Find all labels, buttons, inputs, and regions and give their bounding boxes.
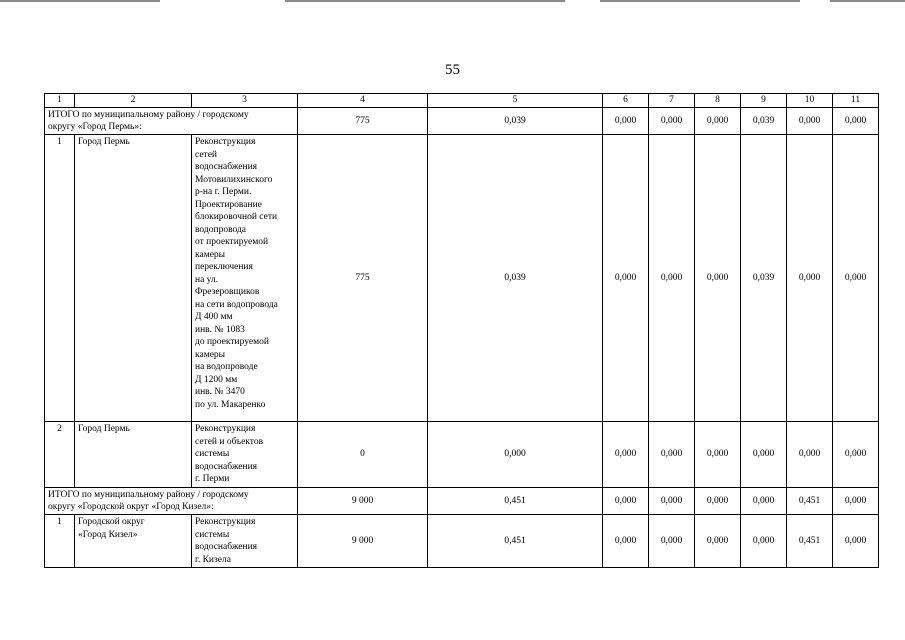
value-cell: 0,000 xyxy=(603,488,649,515)
value-cell: 0,000 xyxy=(649,135,695,422)
value-cell: 0,039 xyxy=(741,135,787,422)
total-row xyxy=(45,488,879,515)
value-cell: 0,000 xyxy=(649,515,695,568)
object-description: Реконструкция сетей и объектов системы водоснабжения г. Перми xyxy=(192,422,298,488)
row-number: 1 xyxy=(45,135,75,422)
header-cell: 3 xyxy=(192,94,298,108)
total-row xyxy=(45,108,879,135)
header-cell: 11 xyxy=(833,94,879,108)
value-cell: 0,451 xyxy=(428,488,603,515)
value-cell: 0,039 xyxy=(428,135,603,422)
scan-edge-line xyxy=(830,0,905,2)
value-cell: 0,000 xyxy=(833,488,879,515)
municipality-cell: Город Пермь xyxy=(75,135,192,422)
data-table xyxy=(44,93,879,568)
header-cell: 10 xyxy=(787,94,833,108)
value-cell: 0,000 xyxy=(649,488,695,515)
value-cell: 0,000 xyxy=(695,515,741,568)
value-cell: 9 000 xyxy=(298,488,428,515)
value-cell: 0,000 xyxy=(695,108,741,135)
value-cell: 0 xyxy=(298,422,428,488)
header-cell: 6 xyxy=(603,94,649,108)
scan-edge-line xyxy=(285,0,565,2)
value-cell: 0,000 xyxy=(695,488,741,515)
scan-edge-line xyxy=(600,0,800,2)
header-cell: 8 xyxy=(695,94,741,108)
value-cell: 0,000 xyxy=(649,108,695,135)
value-cell: 0,451 xyxy=(787,488,833,515)
object-description: Реконструкция системы водоснабжения г. Кизела xyxy=(192,515,298,568)
value-cell: 0,000 xyxy=(833,515,879,568)
row-number: 2 xyxy=(45,422,75,488)
total-label: ИТОГО по муниципальному району / городскому округу «Городской округ «Город Кизел»: xyxy=(45,488,298,515)
value-cell: 0,451 xyxy=(428,515,603,568)
header-cell: 2 xyxy=(75,94,192,108)
value-cell: 0,039 xyxy=(428,108,603,135)
value-cell: 0,000 xyxy=(787,422,833,488)
value-cell: 0,000 xyxy=(428,422,603,488)
header-cell: 9 xyxy=(741,94,787,108)
value-cell: 775 xyxy=(298,135,428,422)
value-cell: 775 xyxy=(298,108,428,135)
row-number: 1 xyxy=(45,515,75,568)
table-row xyxy=(45,135,879,422)
object-description: Реконструкция сетей водоснабжения Мотовилихинского р-на г. Перми. Проектирование блокировочной сети водопровода от проектируемой камеры переключения на ул. Фрезеровщиков на сети водопровода Д 400 мм инв. № 1083 до проектируемой камеры на водопроводе Д 1200 мм инв. № 3470 по ул. Макаренко xyxy=(192,135,298,422)
value-cell: 0,000 xyxy=(741,515,787,568)
value-cell: 0,039 xyxy=(741,108,787,135)
value-cell: 0,000 xyxy=(741,488,787,515)
scan-edge-line xyxy=(0,0,160,2)
value-cell: 0,000 xyxy=(649,422,695,488)
page-number: 55 xyxy=(445,62,460,78)
table-header-row xyxy=(45,94,879,108)
value-cell: 0,000 xyxy=(603,422,649,488)
value-cell: 0,000 xyxy=(787,135,833,422)
value-cell: 9 000 xyxy=(298,515,428,568)
total-label: ИТОГО по муниципальному району / городскому округу «Город Пермь»: xyxy=(45,108,298,135)
value-cell: 0,000 xyxy=(603,135,649,422)
header-cell: 5 xyxy=(428,94,603,108)
value-cell: 0,000 xyxy=(695,422,741,488)
value-cell: 0,000 xyxy=(833,108,879,135)
value-cell: 0,000 xyxy=(603,515,649,568)
value-cell: 0,000 xyxy=(603,108,649,135)
table-row xyxy=(45,422,879,488)
header-cell: 7 xyxy=(649,94,695,108)
header-cell: 4 xyxy=(298,94,428,108)
value-cell: 0,451 xyxy=(787,515,833,568)
header-cell: 1 xyxy=(45,94,75,108)
value-cell: 0,000 xyxy=(695,135,741,422)
table-row xyxy=(45,515,879,568)
municipality-cell: Город Пермь xyxy=(75,422,192,488)
value-cell: 0,000 xyxy=(833,135,879,422)
municipality-cell: Городской округ «Город Кизел» xyxy=(75,515,192,568)
value-cell: 0,000 xyxy=(833,422,879,488)
value-cell: 0,000 xyxy=(787,108,833,135)
value-cell: 0,000 xyxy=(741,422,787,488)
